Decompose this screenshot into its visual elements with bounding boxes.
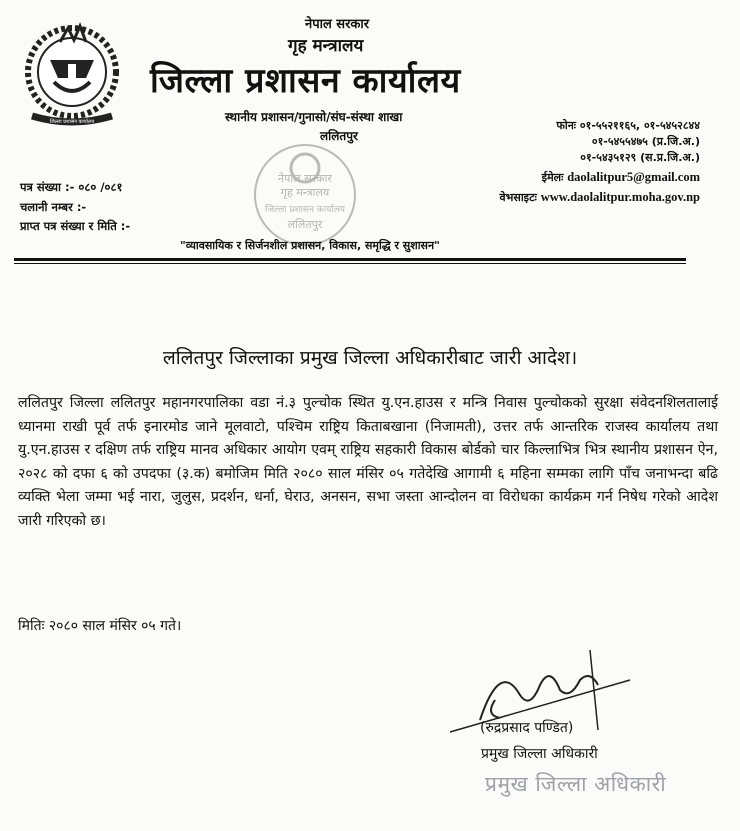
website-url[interactable]: www.daolalitpur.moha.gov.np (540, 190, 700, 204)
letter-number: पत्र संख्या :- ०८० /०८१ (20, 180, 123, 194)
government-label: नेपाल सरकार (305, 17, 370, 32)
received-letter-info: प्राप्त पत्र संख्या र मिति :- (20, 219, 131, 233)
signatory-stamp: प्रमुख जिल्ला अधिकारी (485, 772, 667, 796)
email-address[interactable]: daolalitpur5@gmail.com (567, 170, 700, 184)
svg-text:जिल्ला प्रशासन कार्यालय: जिल्ला प्रशासन कार्यालय (265, 205, 345, 215)
email-line (542, 170, 700, 185)
svg-text:ललितपुर: ललितपुर (287, 218, 323, 231)
branch-label: स्थानीय प्रशासन/गुनासो/संघ-संस्था शाखा (225, 110, 403, 124)
phone-label: फोनः (556, 119, 577, 132)
svg-text:गृह मन्त्रालय: गृह मन्त्रालय (280, 186, 330, 199)
phone-line-3: ०१-५४३५१२९ (स.प्र.जि.अ.) (580, 151, 700, 164)
website-label: वेभसाइटः (499, 191, 537, 204)
email-label: ईमेलः (541, 171, 564, 184)
signatory-title: प्रमुख जिल्ला अधिकारी (481, 746, 598, 762)
header-divider-thin (14, 263, 686, 264)
office-round-stamp (247, 140, 362, 250)
slogan: "व्यावसायिक र सिर्जनशील प्रशासन, विकास, समृद्धि र सुशासन" (180, 239, 440, 252)
district-label: ललितपुर (320, 129, 358, 143)
nepal-government-emblem-icon (22, 20, 122, 132)
order-heading: ललितपुर जिल्लाका प्रमुख जिल्ला अधिकारीबाट जारी आदेश। (162, 347, 578, 369)
phone-numbers-1: ०१-५५२११६५, ०१-५४५२८४४ (579, 119, 700, 132)
phone-line-1 (556, 118, 700, 133)
header-divider-thick (14, 258, 686, 261)
dispatch-number: चलानी नम्बर :- (20, 200, 87, 214)
order-date: मितिः २०८० साल मंसिर ०५ गते। (18, 618, 182, 634)
signatory-name: (रुद्रप्रसाद पण्डित) (480, 720, 574, 736)
office-title: जिल्ला प्रशासन कार्यालय (150, 61, 461, 101)
website-line (500, 190, 700, 205)
svg-text:नेपाल सरकार: नेपाल सरकार (278, 172, 332, 185)
order-paragraph: ललितपुर जिल्ला ललितपुर महानगरपालिका वडा नं.३ पुल्चोक स्थित यु.एन.हाउस र मन्त्रि निवास पुल्चोकको सुरक्षा संवेदनशिलतालाई ध्यानमा राखी पूर्व तर्फ इनारमोड जाने मूलवाटो, पश्चिम राष्ट्रिय किताबखाना (निजामती), उत्तर तर्फ आन्तरिक राजस्व कार्यालय तथा यु.एन.हाउस र दक्षिण तर्फ राष्ट्रिय मानव अधिकार आयोग एवम् राष्ट्रिय सहकारी विकास बोर्डको चार किल्लाभित्र भित्र स्थानीय प्रशासन ऐन, २०२८ को दफा ६ को उपदफा (३.क) बमोजिम मिति २०८० साल मंसिर ०५ गतेदेखि आगामी ६ महिना सम्मका लागि पाँच जनाभन्दा बढि व्यक्ति भेला जम्मा भई नारा, जुलुस, प्रदर्शन, धर्ना, घेराउ, अनसन, सभा जस्ता आन्दोलन वा विरोधका कार्यक्रम गर्न निषेध गरेको आदेश जारी गरिएको छ। (18, 395, 718, 529)
svg-text:जिल्ला प्रशासन कार्यालय: जिल्ला प्रशासन कार्यालय (49, 119, 95, 125)
order-body (18, 392, 718, 534)
phone-line-2: ०१-५४५५४७५ (प्र.जि.अ.) (591, 135, 700, 148)
ministry-label: गृह मन्त्रालय (288, 36, 364, 56)
